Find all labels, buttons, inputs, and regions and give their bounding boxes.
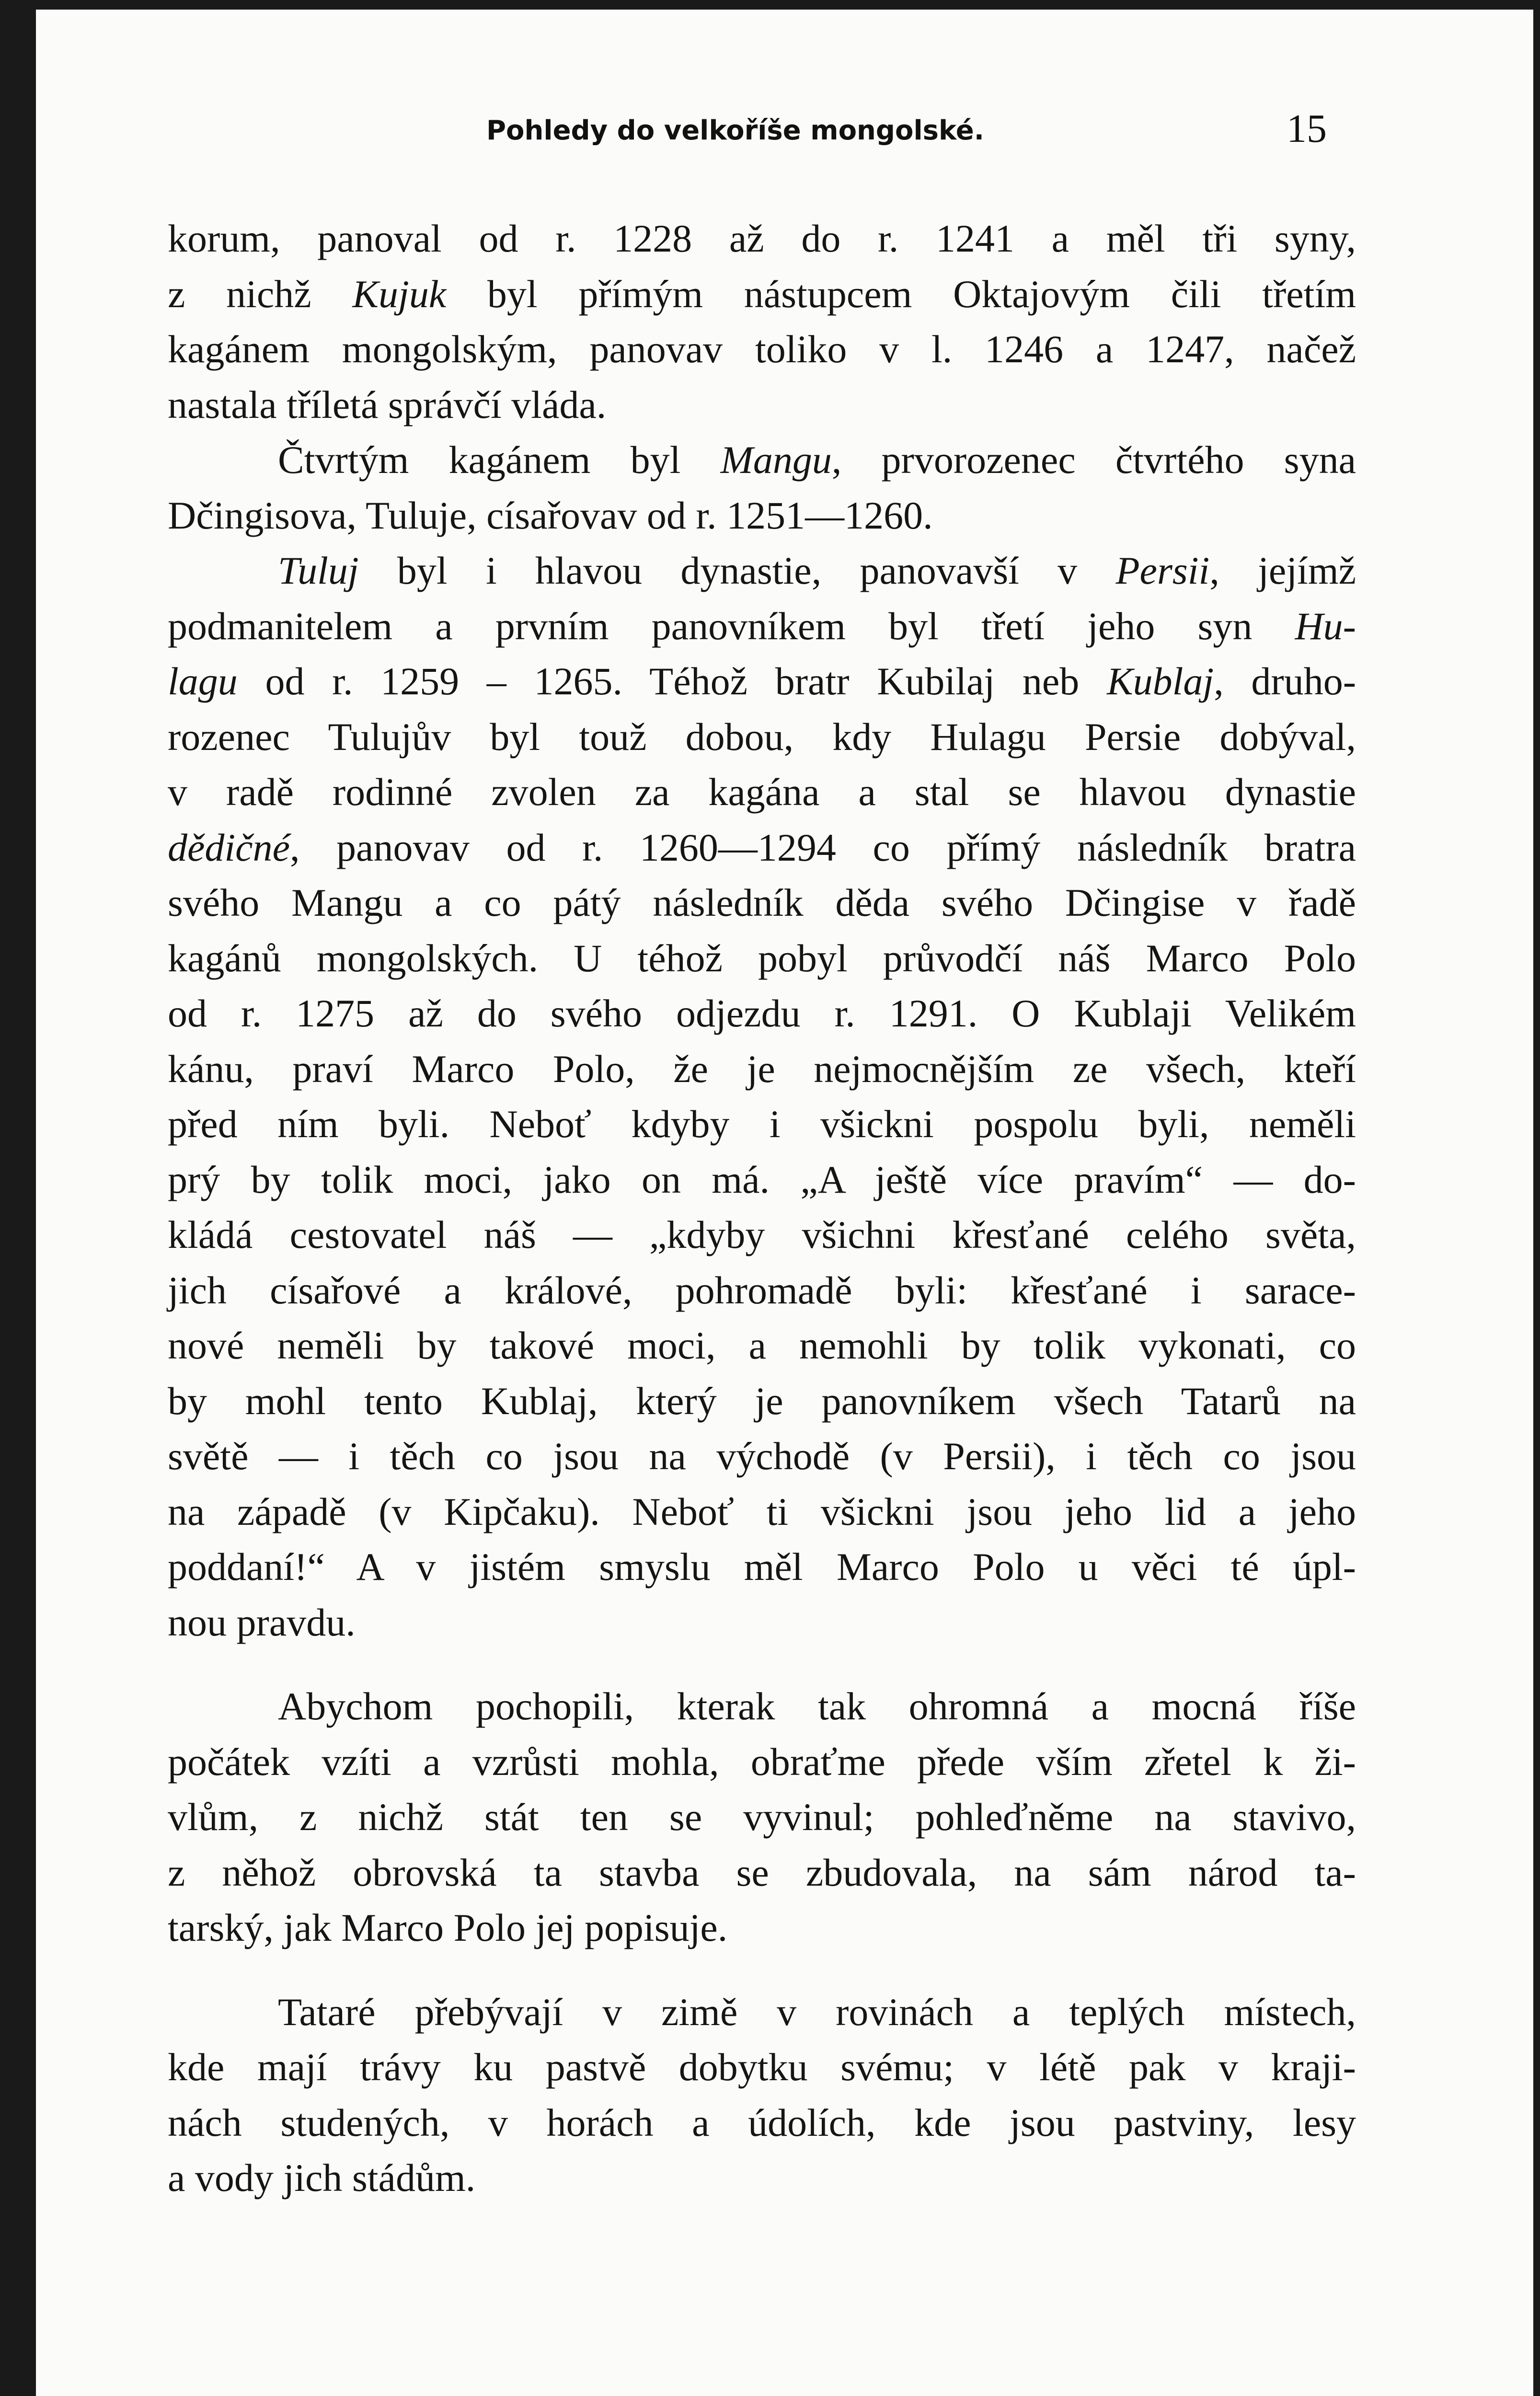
text-line [168, 1318, 1356, 1373]
text-line [168, 1041, 1356, 1097]
italic-text: Kujuk [352, 272, 447, 316]
text-run: nastala tříletá správčí vláda. [168, 382, 607, 426]
text-line [168, 709, 1356, 765]
text-line [168, 820, 1356, 875]
text-run: v radě rodinné zvolen za kagána a stal se hlavou dynastie [168, 770, 1356, 814]
book-page [36, 10, 1533, 2396]
text-run: korum, panoval od r. 1228 až do r. 1241 a měl tři syny, [168, 217, 1356, 260]
text-line [168, 764, 1356, 820]
body-text [168, 211, 1356, 2206]
text-run: kagánem mongolským, panovav toliko v l. 1246 a 1247, načež [168, 327, 1356, 371]
text-line [168, 1539, 1356, 1595]
text-run: a vody jich stádům. [168, 2156, 476, 2200]
text-line [168, 875, 1356, 931]
text-line [168, 1845, 1356, 1901]
text-run: Čtvrtým kagánem byl [278, 438, 721, 482]
paragraph [168, 543, 1356, 1650]
text-line [168, 1207, 1356, 1263]
text-line [168, 1428, 1356, 1484]
text-line [168, 2095, 1356, 2151]
text-run: , druho- [1214, 659, 1356, 703]
text-run: byl i hlavou dynastie, panovavší v [358, 549, 1116, 592]
text-line [168, 1679, 1356, 1734]
italic-text: Kublaj [1106, 659, 1214, 703]
text-line [168, 322, 1356, 377]
text-run: rozenec Tulujův byl touž dobou, kdy Hulagu Persie dobýval, [168, 714, 1356, 759]
text-line [168, 1373, 1356, 1429]
paragraph [168, 432, 1356, 543]
text-run: by mohl tento Kublaj, který je panovníkem všech Tatarů na [168, 1379, 1356, 1423]
text-run: prý by tolik moci, jako on má. „A ještě více pravím“ — do- [168, 1157, 1356, 1201]
text-line [168, 377, 1356, 433]
text-run: světě — i těch co jsou na východě (v Persii), i těch co jsou [168, 1434, 1356, 1478]
text-run: vlům, z nichž stát ten se vyvinul; pohleďněme na stavivo, [168, 1795, 1356, 1839]
text-line [168, 1734, 1356, 1790]
text-run: od r. 1259 – 1265. Téhož bratr Kubilaj neb [237, 659, 1107, 703]
text-run: od r. 1275 až do svého odjezdu r. 1291. O Kublaji Velikém [168, 991, 1356, 1035]
text-line [168, 488, 1356, 543]
text-run: nách studených, v horách a údolích, kde jsou pastviny, lesy [168, 2100, 1356, 2144]
text-run: před ním byli. Neboť kdyby i všickni pospolu byli, neměli [168, 1102, 1356, 1146]
text-run: Dčingisova, Tuluje, císařovav od r. 1251—1260. [168, 493, 933, 537]
text-run: Tataré přebývají v zimě v rovinách a teplých místech, [278, 1990, 1356, 2034]
text-run: na západě (v Kipčaku). Neboť ti všickni jsou jeho lid a jeho [168, 1489, 1356, 1533]
text-run: svého Mangu a co pátý následník děda svého Dčingise v řadě [168, 881, 1356, 924]
italic-text: Hu- [1295, 604, 1356, 648]
text-line [168, 2150, 1356, 2206]
italic-text: Persii [1115, 549, 1210, 592]
text-run: jich císařové a králové, pohromadě byli: křesťané i sarace- [168, 1268, 1356, 1312]
text-run: , jejímž [1209, 549, 1356, 592]
text-line [168, 266, 1356, 322]
italic-text: dědičné [168, 825, 290, 869]
text-line [168, 1900, 1356, 1956]
text-run: podmanitelem a prvním panovníkem byl třetí jeho syn [168, 604, 1295, 648]
page-header [36, 105, 1533, 168]
italic-text: Tuluj [278, 549, 359, 592]
text-line [168, 986, 1356, 1041]
text-run: kládá cestovatel náš — „kdyby všichni křesťané celého světa, [168, 1213, 1356, 1256]
text-run: počátek vzíti a vzrůsti mohla, obraťme přede vším zřetel k ži- [168, 1739, 1356, 1784]
text-line [168, 1096, 1356, 1152]
italic-text: lagu [168, 659, 238, 703]
text-run: z něhož obrovská ta stavba se zbudovala, na sám národ ta- [168, 1850, 1356, 1894]
text-run: Abychom pochopili, kterak tak ohromná a mocná říše [278, 1684, 1356, 1728]
text-run: nou pravdu. [168, 1600, 356, 1644]
text-line [168, 1984, 1356, 2040]
text-run: , panovav od r. 1260—1294 co přímý následník bratra [289, 825, 1356, 869]
paragraph [168, 1984, 1356, 2206]
text-line [168, 1152, 1356, 1208]
text-line [168, 599, 1356, 654]
text-line [168, 543, 1356, 599]
page-number: 15 [1287, 106, 1327, 151]
italic-text: Mangu [720, 438, 832, 482]
text-line [168, 211, 1356, 266]
text-run: , prvorozenec čtvrtého syna [831, 438, 1356, 482]
text-run: kánu, praví Marco Polo, že je nejmocnějším ze všech, kteří [168, 1047, 1356, 1091]
text-line [168, 931, 1356, 986]
text-run: kde mají trávy ku pastvě dobytku svému; v létě pak v kraji- [168, 2045, 1356, 2089]
text-run: kagánů mongolských. U téhož pobyl průvodčí náš Marco Polo [168, 936, 1356, 980]
text-run: tarský, jak Marco Polo jej popisuje. [168, 1906, 728, 1949]
text-line [168, 1595, 1356, 1650]
text-line [168, 432, 1356, 488]
text-line [168, 2039, 1356, 2095]
text-line [168, 654, 1356, 709]
running-title: Pohledy do velkoříše mongolské. [486, 115, 984, 146]
text-line [168, 1263, 1356, 1318]
text-run: nové neměli by takové moci, a nemohli by tolik vykonati, co [168, 1324, 1356, 1367]
paragraph [168, 1679, 1356, 1956]
paragraph [168, 211, 1356, 432]
text-line [168, 1484, 1356, 1540]
text-run: z nichž [168, 272, 353, 316]
text-run: poddaní!“ A v jistém smyslu měl Marco Polo u věci té úpl- [168, 1545, 1356, 1589]
text-line [168, 1789, 1356, 1845]
text-run: byl přímým nástupcem Oktajovým čili třetím [446, 272, 1356, 316]
